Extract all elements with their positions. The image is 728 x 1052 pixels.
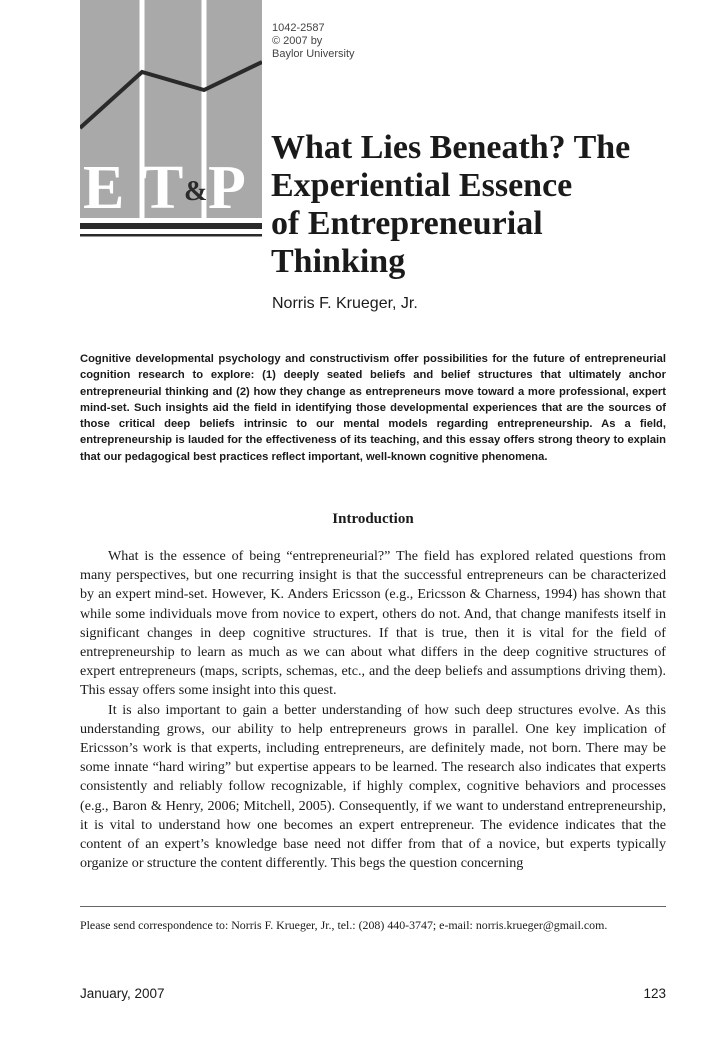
logo-letter-p: P <box>208 154 246 222</box>
title-line: Thinking <box>271 243 406 280</box>
title-line: of Entrepreneurial <box>271 205 543 242</box>
copyright: © 2007 by <box>272 35 323 47</box>
publisher: Baylor University <box>272 48 355 60</box>
page-number: 123 <box>643 986 666 1001</box>
author-name: Norris F. Krueger, Jr. <box>272 295 418 312</box>
section-heading: Introduction <box>332 511 414 527</box>
body-text <box>80 547 666 873</box>
journal-logo <box>80 0 262 243</box>
title-line: Experiential Essence <box>271 167 573 204</box>
abstract: Cognitive developmental psychology and constructivism offer possibilities for the future of entrepreneurial cognition research to explore: (1) deeply seated beliefs and belief structures that ultimately anchor entrepreneurial thinking and (2) how they change as entrepreneurs move toward a more professional, expert mind-set. Such insights aid the field in identifying those developmental experiences that are the sources of those critical deep beliefs intrinsic to our mental models regarding entrepreneurship. As a field, entrepreneurship is lauded for the effectiveness of its teaching, and this essay offers strong theory to explain that our pedagogical best practices reflect important, well-known cognitive phenomena. <box>80 353 666 463</box>
issue-date: January, 2007 <box>80 986 165 1001</box>
logo-rule-thick <box>80 223 262 229</box>
publication-meta <box>272 22 355 61</box>
correspondence-footnote: Please send correspondence to: Norris F. Krueger, Jr., tel.: (208) 440-3747; e-mail: norris.krueger@gmail.com. <box>80 918 608 932</box>
title-line: What Lies Beneath? The <box>271 129 631 166</box>
paragraph: It is also important to gain a better understanding of how such deep structures evolve. As this understanding grows, our ability to help entrepreneurs grows in parallel. One key implication of Ericsson’s work is that experts, including entrepreneurs, are definitely made, not born. There may be some innate “hard wiring” but expertise appears to be learned. The research also indicates that experts consistently and reliably follow recognizable, if highly complex, cognitive behaviors and processes (e.g., Baron & Henry, 2006; Mitchell, 2005). Consequently, if we want to understand entrepreneurship, it is vital to understand how one becomes an expert entrepreneur. The evidence indicates that the content of an expert’s knowledge base need not differ from that of a novice, but experts typically organize or structure the content differently. This begs the question concerning <box>80 701 666 872</box>
logo-letter-e: E <box>83 154 125 222</box>
logo-letter-t: T <box>142 154 184 222</box>
logo-rule-thin <box>80 234 262 237</box>
footnote-divider <box>80 906 666 907</box>
issn: 1042-2587 <box>272 22 325 34</box>
logo-ampersand: & <box>184 176 208 207</box>
paragraph: What is the essence of being “entrepreneurial?” The field has explored related questions from many perspectives, but one recurring insight is that the successful entrepreneurs can be characterized by an expert mind-set. However, K. Anders Ericsson (e.g., Ericsson & Charness, 1994) has shown that while some individuals move from novice to expert, others do not. And, that change manifests itself in significant changes in deep cognitive structures. If that is true, then it is vital for the field of entrepreneurship to learn as much as we can about what differs in the deep cognitive structures of expert entrepreneurs (maps, scripts, schemas, etc., and the deep beliefs and assumptions driving them). This essay offers some insight into this quest. <box>80 548 666 699</box>
article-title <box>271 129 691 281</box>
